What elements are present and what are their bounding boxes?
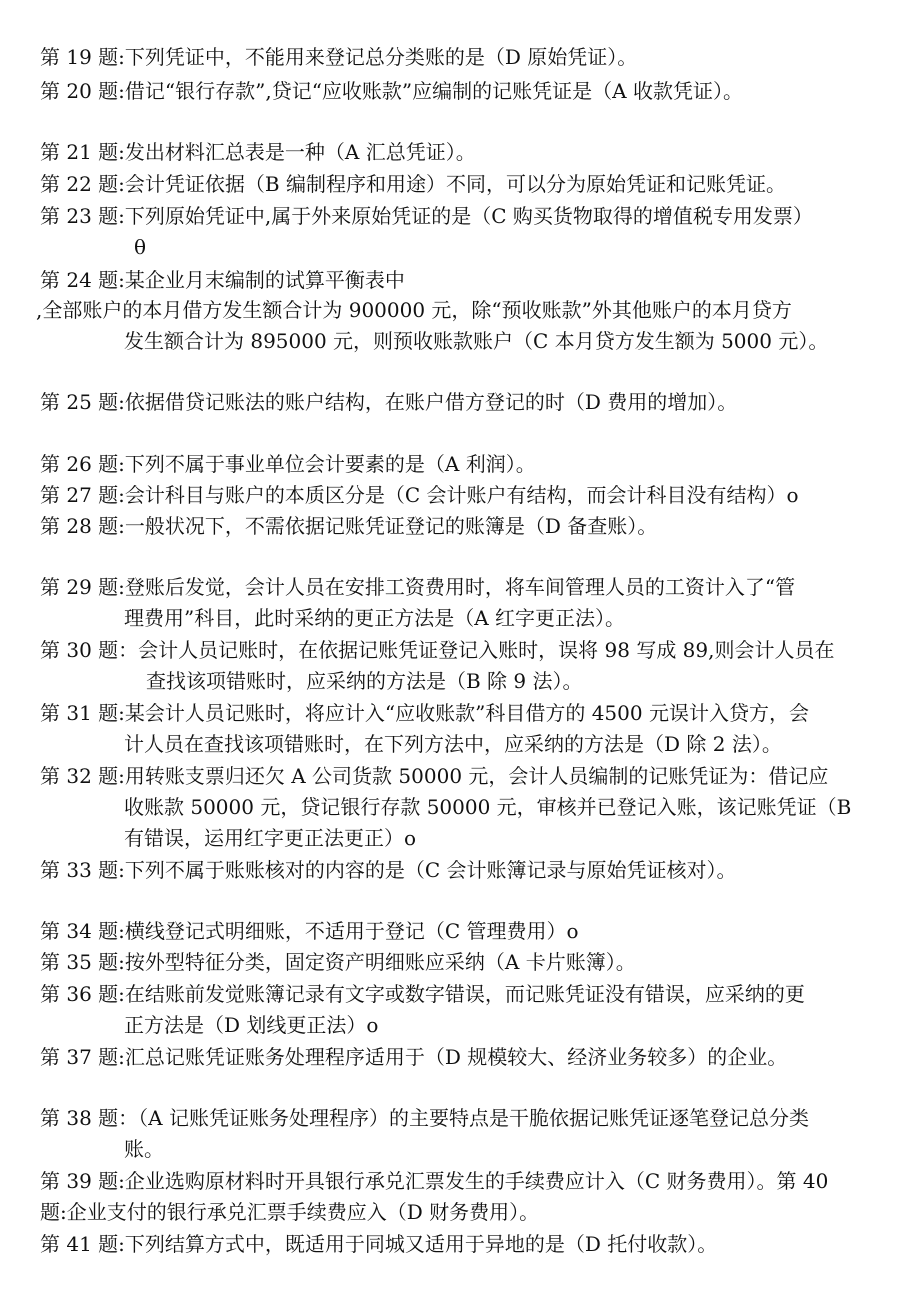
question-41: 第 41 题:下列结算方式中，既适用于同城又适用于异地的是（D 托付收款）。 [40,1232,718,1256]
question-30: 第 30 题：会计人员记账时，在依据记账凭证登记入账时，误将 98 写成 89,则会计人员在 [40,638,835,662]
question-36: 第 36 题:在结账前发觉账簿记录有文字或数字错误，而记账凭证没有错误，应采纳的更 [40,982,805,1006]
question-28: 第 28 题:一般状况下，不需依据记账凭证登记的账簿是（D 备查账）。 [40,514,658,538]
question-33: 第 33 题:下列不属于账账核对的内容的是（C 会计账簿记录与原始凭证核对）。 [40,858,737,882]
question-32-cont-2: 有错误，运用红字更正法更正）o [124,826,417,850]
question-32-cont-1: 收账款 50000 元，贷记银行存款 50000 元，审核并已登记入账，该记账凭证（B [124,795,852,819]
question-36-cont: 正方法是（D 划线更正法）o [124,1013,379,1037]
question-22: 第 22 题:会计凭证依据（B 编制程序和用途）不同，可以分为原始凭证和记账凭证。 [40,172,786,196]
question-27: 第 27 题:会计科目与账户的本质区分是（C 会计账户有结构，而会计科目没有结构）o [40,483,799,507]
question-40: 题:企业支付的银行承兑汇票手续费应入（D 财务费用）。 [40,1200,540,1224]
question-24-cont-1: ,全部账户的本月借方发生额合计为 900000 元，除“预收账款”外其他账户的本月贷方 [36,298,792,322]
question-23-cont: θ [134,235,147,259]
question-26: 第 26 题:下列不属于事业单位会计要素的是（A 利润）。 [40,452,536,476]
question-30-cont: 查找该项错账时，应采纳的方法是（B 除 9 法）。 [146,669,583,693]
question-19: 第 19 题:下列凭证中，不能用来登记总分类账的是（D 原始凭证）。 [40,45,638,69]
question-21: 第 21 题:发出材料汇总表是一种（A 汇总凭证）。 [40,140,476,164]
question-35: 第 35 题:按外型特征分类，固定资产明细账应采纳（A 卡片账簿）。 [40,950,636,974]
question-24-cont-2: 发生额合计为 895000 元，则预收账款账户（C 本月贷方发生额为 5000 元）。 [124,329,829,353]
question-37: 第 37 题:汇总记账凭证账务处理程序适用于（D 规模较大、经济业务较多）的企业。 [40,1045,788,1069]
question-23: 第 23 题:下列原始凭证中,属于外来原始凭证的是（C 购买货物取得的增值税专用发票） [40,204,813,228]
question-25: 第 25 题:依据借贷记账法的账户结构，在账户借方登记的时（D 费用的增加）。 [40,390,738,414]
question-39: 第 39 题:企业选购原材料时开具银行承兑汇票发生的手续费应计入（C 财务费用）。第 40 [40,1169,829,1193]
question-32: 第 32 题:用转账支票归还欠 A 公司货款 50000 元，会计人员编制的记账凭证为：借记应 [40,764,829,788]
question-24: 第 24 题:某企业月末编制的试算平衡表中 [40,268,405,292]
question-34: 第 34 题:横线登记式明细账，不适用于登记（C 管理费用）o [40,919,579,943]
question-20: 第 20 题:借记“银行存款”,贷记“应收账款”应编制的记账凭证是（A 收款凭证）。 [40,79,743,103]
question-29: 第 29 题:登账后发觉，会计人员在安排工资费用时，将车间管理人员的工资计入了“管 [40,575,796,599]
question-38-cont: 账。 [124,1137,164,1161]
question-31: 第 31 题:某会计人员记账时，将应计入“应收账款”科目借方的 4500 元误计入贷方，会 [40,701,809,725]
question-29-cont: 理费用”科目，此时采纳的更正方法是（A 红字更正法）。 [124,606,626,630]
question-38: 第 38 题：（A 记账凭证账务处理程序）的主要特点是干脆依据记账凭证逐笔登记总分类 [40,1106,809,1130]
question-31-cont: 计人员在查找该项错账时，在下列方法中，应采纳的方法是（D 除 2 法）。 [124,732,782,756]
